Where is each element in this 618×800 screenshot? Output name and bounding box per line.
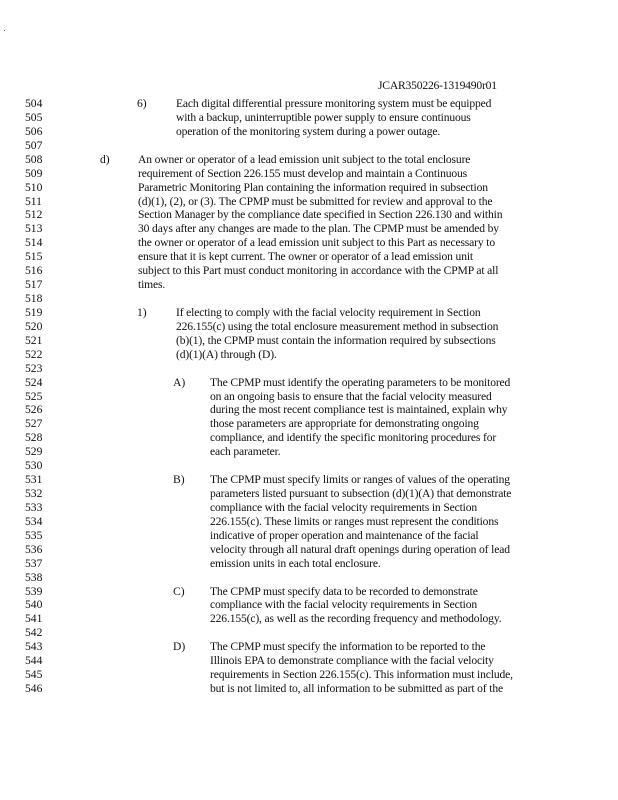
document-line bbox=[0, 376, 618, 390]
document-line bbox=[0, 640, 618, 654]
line-number: 533 bbox=[25, 500, 43, 514]
line-number: 511 bbox=[25, 194, 42, 208]
line-number: 515 bbox=[25, 250, 43, 264]
line-number: 520 bbox=[25, 319, 43, 333]
line-text: subject to this Part must conduct monitoring in accordance with the CPMP at all bbox=[138, 264, 499, 278]
line-number: 536 bbox=[25, 542, 43, 556]
line-number: 518 bbox=[25, 292, 43, 306]
line-text: with a backup, uninterruptible power supply to ensure continuous bbox=[176, 110, 471, 124]
line-number: 506 bbox=[25, 124, 43, 138]
document-line bbox=[0, 236, 618, 250]
line-text: the owner or operator of a lead emission unit subject to this Part as necessary to bbox=[138, 236, 495, 250]
line-text: compliance with the facial velocity requirements in Section bbox=[210, 598, 478, 612]
document-line bbox=[0, 195, 618, 209]
line-number: 532 bbox=[25, 487, 43, 501]
line-text: The CPMP must specify data to be recorded to demonstrate bbox=[210, 584, 478, 598]
line-text: The CPMP must specify the information to be reported to the bbox=[210, 640, 486, 654]
line-number: 514 bbox=[25, 236, 43, 250]
document-line bbox=[0, 459, 618, 473]
line-number: 527 bbox=[25, 417, 43, 431]
line-number: 539 bbox=[25, 584, 43, 598]
document-line bbox=[0, 362, 618, 376]
subsection-label: d) bbox=[100, 152, 110, 166]
line-number: 509 bbox=[25, 166, 43, 180]
document-line bbox=[0, 654, 618, 668]
document-line bbox=[0, 181, 618, 195]
document-line bbox=[0, 529, 618, 543]
line-number: 529 bbox=[25, 445, 43, 459]
line-text: An owner or operator of a lead emission unit subject to the total enclosure bbox=[138, 152, 471, 166]
line-text: but is not limited to, all information to be submitted as part of the bbox=[210, 682, 503, 696]
document-line bbox=[0, 403, 618, 417]
line-text: indicative of proper operation and maintenance of the facial bbox=[210, 528, 479, 542]
line-text: those parameters are appropriate for demonstrating ongoing bbox=[210, 417, 479, 431]
line-number: 531 bbox=[25, 473, 43, 487]
line-number: 513 bbox=[25, 222, 43, 236]
line-number: 538 bbox=[25, 570, 43, 584]
line-number: 541 bbox=[25, 612, 43, 626]
document-line bbox=[0, 278, 618, 292]
line-number: 517 bbox=[25, 278, 43, 292]
line-number: 545 bbox=[25, 668, 43, 682]
line-text: 226.155(c) using the total enclosure measurement method in subsection bbox=[176, 319, 499, 333]
line-number: 534 bbox=[25, 514, 43, 528]
document-line bbox=[0, 682, 618, 696]
line-text: Each digital differential pressure monitoring system must be equipped bbox=[176, 97, 492, 110]
document-line bbox=[0, 111, 618, 125]
line-text: (b)(1), the CPMP must contain the information required by subsections bbox=[176, 333, 496, 347]
document-line bbox=[0, 487, 618, 501]
line-text: during the most recent compliance test is maintained, explain why bbox=[210, 403, 508, 417]
document-line bbox=[0, 571, 618, 585]
document-line bbox=[0, 626, 618, 640]
document-id: JCAR350226-1319490r01 bbox=[378, 79, 497, 92]
line-number: 522 bbox=[25, 347, 43, 361]
document-line bbox=[0, 515, 618, 529]
line-number: 505 bbox=[25, 110, 43, 124]
document-line bbox=[0, 264, 618, 278]
line-text: 226.155(c). These limits or ranges must represent the conditions bbox=[210, 514, 499, 528]
document-line bbox=[0, 153, 618, 167]
line-number: 535 bbox=[25, 528, 43, 542]
line-number: 512 bbox=[25, 208, 43, 222]
line-number: 521 bbox=[25, 333, 43, 347]
line-text: requirements in Section 226.155(c). This information must include, bbox=[210, 668, 513, 682]
line-number: 523 bbox=[25, 361, 43, 375]
line-number: 510 bbox=[25, 180, 43, 194]
subsection-label: 6) bbox=[137, 97, 147, 110]
line-number: 516 bbox=[25, 264, 43, 278]
line-number: 525 bbox=[25, 389, 43, 403]
document-line bbox=[0, 222, 618, 236]
line-number: 544 bbox=[25, 654, 43, 668]
line-number: 530 bbox=[25, 459, 43, 473]
line-text: ensure that it is kept current. The owner or operator of a lead emission unit bbox=[138, 250, 473, 264]
line-text: compliance, and identify the specific monitoring procedures for bbox=[210, 431, 497, 445]
line-number: 546 bbox=[25, 682, 43, 696]
line-text: emission units in each total enclosure. bbox=[210, 556, 381, 570]
document-line bbox=[0, 417, 618, 431]
document-line bbox=[0, 598, 618, 612]
document-line bbox=[0, 306, 618, 320]
document-line bbox=[0, 97, 618, 111]
line-text: times. bbox=[138, 278, 166, 292]
line-text: Illinois EPA to demonstrate compliance with the facial velocity bbox=[210, 654, 494, 668]
subsection-label: B) bbox=[173, 473, 185, 487]
document-line bbox=[0, 320, 618, 334]
subsection-label: D) bbox=[173, 640, 186, 654]
document-line bbox=[0, 390, 618, 404]
line-number: 504 bbox=[25, 97, 43, 110]
line-text: parameters listed pursuant to subsection (d)(1)(A) that demonstrate bbox=[210, 487, 512, 501]
document-line bbox=[0, 348, 618, 362]
document-line bbox=[0, 445, 618, 459]
line-number: 540 bbox=[25, 598, 43, 612]
line-text: velocity through all natural draft openings during operation of lead bbox=[210, 542, 510, 556]
line-text: operation of the monitoring system during a power outage. bbox=[176, 124, 441, 138]
line-text: compliance with the facial velocity requirements in Section bbox=[210, 500, 478, 514]
line-number: 508 bbox=[25, 152, 43, 166]
line-text: requirement of Section 226.155 must develop and maintain a Continuous bbox=[138, 166, 468, 180]
line-text: on an ongoing basis to ensure that the facial velocity measured bbox=[210, 389, 492, 403]
document-line bbox=[0, 501, 618, 515]
line-number: 526 bbox=[25, 403, 43, 417]
line-text: Parametric Monitoring Plan containing the information required in subsection bbox=[138, 180, 488, 194]
line-text: The CPMP must specify limits or ranges of values of the operating bbox=[210, 473, 510, 487]
line-number: 524 bbox=[25, 375, 43, 389]
subsection-label: 1) bbox=[137, 305, 147, 319]
line-number: 537 bbox=[25, 556, 43, 570]
document-line bbox=[0, 543, 618, 557]
document-line bbox=[0, 334, 618, 348]
document-line bbox=[0, 125, 618, 139]
document-line bbox=[0, 585, 618, 599]
line-text: (d)(1), (2), or (3). The CPMP must be submitted for review and approval to the bbox=[138, 194, 493, 208]
document-line bbox=[0, 473, 618, 487]
line-number: 542 bbox=[25, 626, 43, 640]
line-number: 507 bbox=[25, 138, 43, 152]
line-text: Section Manager by the compliance date specified in Section 226.130 and within bbox=[138, 208, 503, 222]
line-text: If electing to comply with the facial velocity requirement in Section bbox=[176, 305, 481, 319]
line-number: 519 bbox=[25, 305, 43, 319]
line-text: (d)(1)(A) through (D). bbox=[176, 347, 277, 361]
line-number: 543 bbox=[25, 640, 43, 654]
document-line bbox=[0, 250, 618, 264]
document-line bbox=[0, 431, 618, 445]
line-text: 30 days after any changes are made to the plan. The CPMP must be amended by bbox=[138, 222, 499, 236]
document-line bbox=[0, 167, 618, 181]
document-line bbox=[0, 668, 618, 682]
line-text: each parameter. bbox=[210, 445, 281, 459]
document-line bbox=[0, 557, 618, 571]
line-text: 226.155(c), as well as the recording frequency and methodology. bbox=[210, 612, 502, 626]
subsection-label: C) bbox=[173, 584, 185, 598]
scan-speck bbox=[4, 30, 5, 31]
subsection-label: A) bbox=[173, 375, 186, 389]
document-line bbox=[0, 139, 618, 153]
document-line bbox=[0, 292, 618, 306]
document-line bbox=[0, 208, 618, 222]
document-line bbox=[0, 612, 618, 626]
line-text: The CPMP must identify the operating parameters to be monitored bbox=[210, 375, 511, 389]
line-number: 528 bbox=[25, 431, 43, 445]
